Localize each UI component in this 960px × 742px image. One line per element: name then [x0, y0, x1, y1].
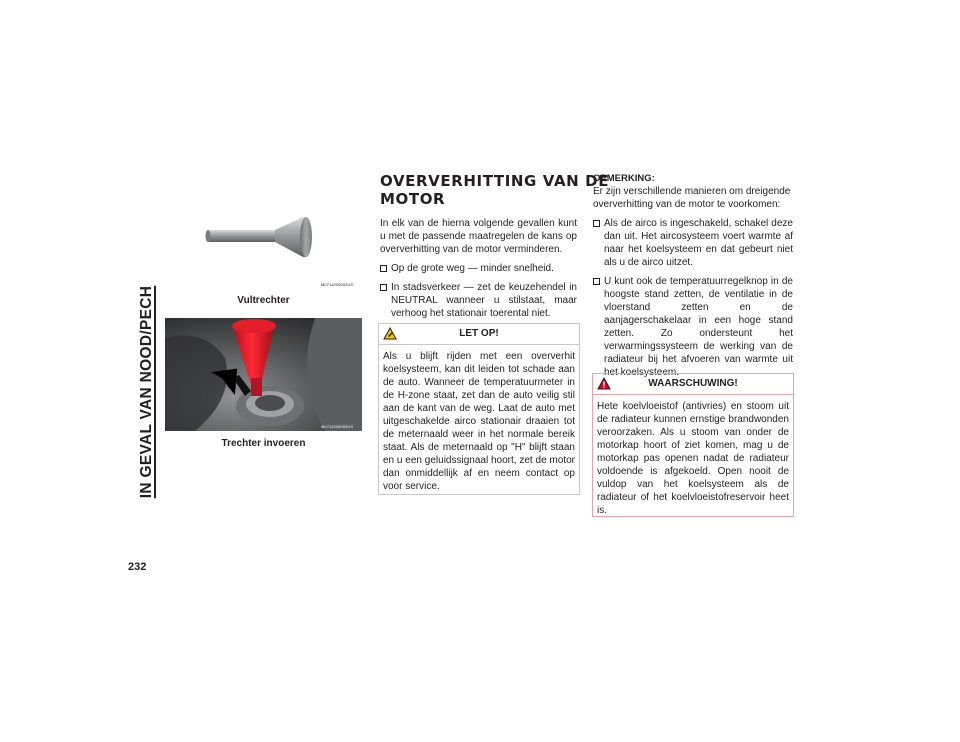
- warning-title: WAARSCHUWING!: [648, 378, 738, 389]
- list-item: U kunt ook de temperatuurregelknop in de hoogste stand zetten, de ventilatie in de vloerstand zetten en de aanjagerschakelaar in een hoge stand zetten. Zo ondersteunt het verwarmingssysteem de werking van de radiateur bij het afvoeren van warmte uit het koelsysteem.: [593, 275, 793, 379]
- caution-header: [379, 324, 579, 345]
- intro-paragraph: In elk van de hierna volgende gevallen kunt u met de passende maatregelen de kans op oververhitting van de motor verminderen.: [380, 218, 577, 255]
- list-item: In stadsverkeer — zet de keuzehendel in NEUTRAL wanneer u stilstaat, maar verhoog het stationair toerental niet.: [380, 281, 577, 320]
- checkbox-bullet-icon: [593, 278, 600, 285]
- checkbox-bullet-icon: [593, 220, 600, 227]
- chapter-title: IN GEVAL VAN NOOD/PECH: [138, 285, 155, 499]
- caution-title: LET OP!: [459, 328, 499, 339]
- note-block: [593, 172, 793, 379]
- engine-bay-photo: [165, 318, 362, 431]
- checkbox-bullet-icon: [380, 284, 387, 291]
- note-list: [593, 217, 793, 379]
- funnel-figure: [165, 175, 362, 290]
- warning-triangle-icon: [383, 327, 397, 340]
- note-text: Er zijn verschillende manieren om dreigende oververhitting van de motor te voorkomen:: [593, 186, 791, 210]
- figure-code: M0711000003US: [321, 424, 354, 429]
- warning-triangle-icon: [597, 377, 611, 390]
- warning-text: Hete koelvloeistof (antivries) en stoom uit de radiateur kunnen ernstige brandwonden veroorzaken. Als u stoom van onder de motorkap hoort of ziet komen, mag u de motorkap pas openen nadat de radiateur voldoende is afgekoeld. Open nooit de vuldop van het koelsysteem als de radiateur of het koelvloeistofreservoir heet is.: [597, 401, 789, 516]
- insert-funnel-figure: [165, 318, 362, 431]
- section-title-line: OVERVERHITTING VAN DE: [380, 172, 610, 190]
- section-title-line: MOTOR: [380, 190, 446, 208]
- list-item: Als de airco is ingeschakeld, schakel deze dan uit. Het aircosysteem voert warmte af naar het koelsysteem en dat gebeurt niet als u de airco uitzet.: [593, 217, 793, 269]
- warning-box: [592, 373, 794, 517]
- funnel-illustration: [165, 175, 362, 290]
- figure-caption: Vultrechter: [237, 295, 290, 306]
- warning-header: [593, 374, 793, 395]
- list-item: Op de grote weg — minder snelheid.: [380, 262, 577, 275]
- note-label: OPMERKING:: [593, 173, 655, 184]
- tip-list: [380, 262, 577, 320]
- figure-caption: Trechter invoeren: [221, 438, 306, 449]
- caution-text: Als u blijft rijden met een oververhit koelsysteem, kan dit leiden tot schade aan de auto. Wanneer de temperatuurmeter in de H-zone staat, zet dan de auto veilig stil aan de kant van de weg. Laat de auto met uitgeschakelde airco stationair draaien tot de meternaald weer in het normale bereik staat. Als de meternaald op "H" blijft staan en u een geluidssignaal hoort, zet de motor dan onmiddellijk af en neem contact op voor service.: [383, 351, 575, 492]
- page-number: 232: [128, 561, 147, 573]
- intro-block: [380, 217, 577, 320]
- caution-box: [378, 323, 580, 495]
- checkbox-bullet-icon: [380, 265, 387, 272]
- section-title: [380, 172, 609, 208]
- figure-code: M0711000002US: [321, 282, 354, 287]
- chapter-side-tab: [137, 172, 157, 612]
